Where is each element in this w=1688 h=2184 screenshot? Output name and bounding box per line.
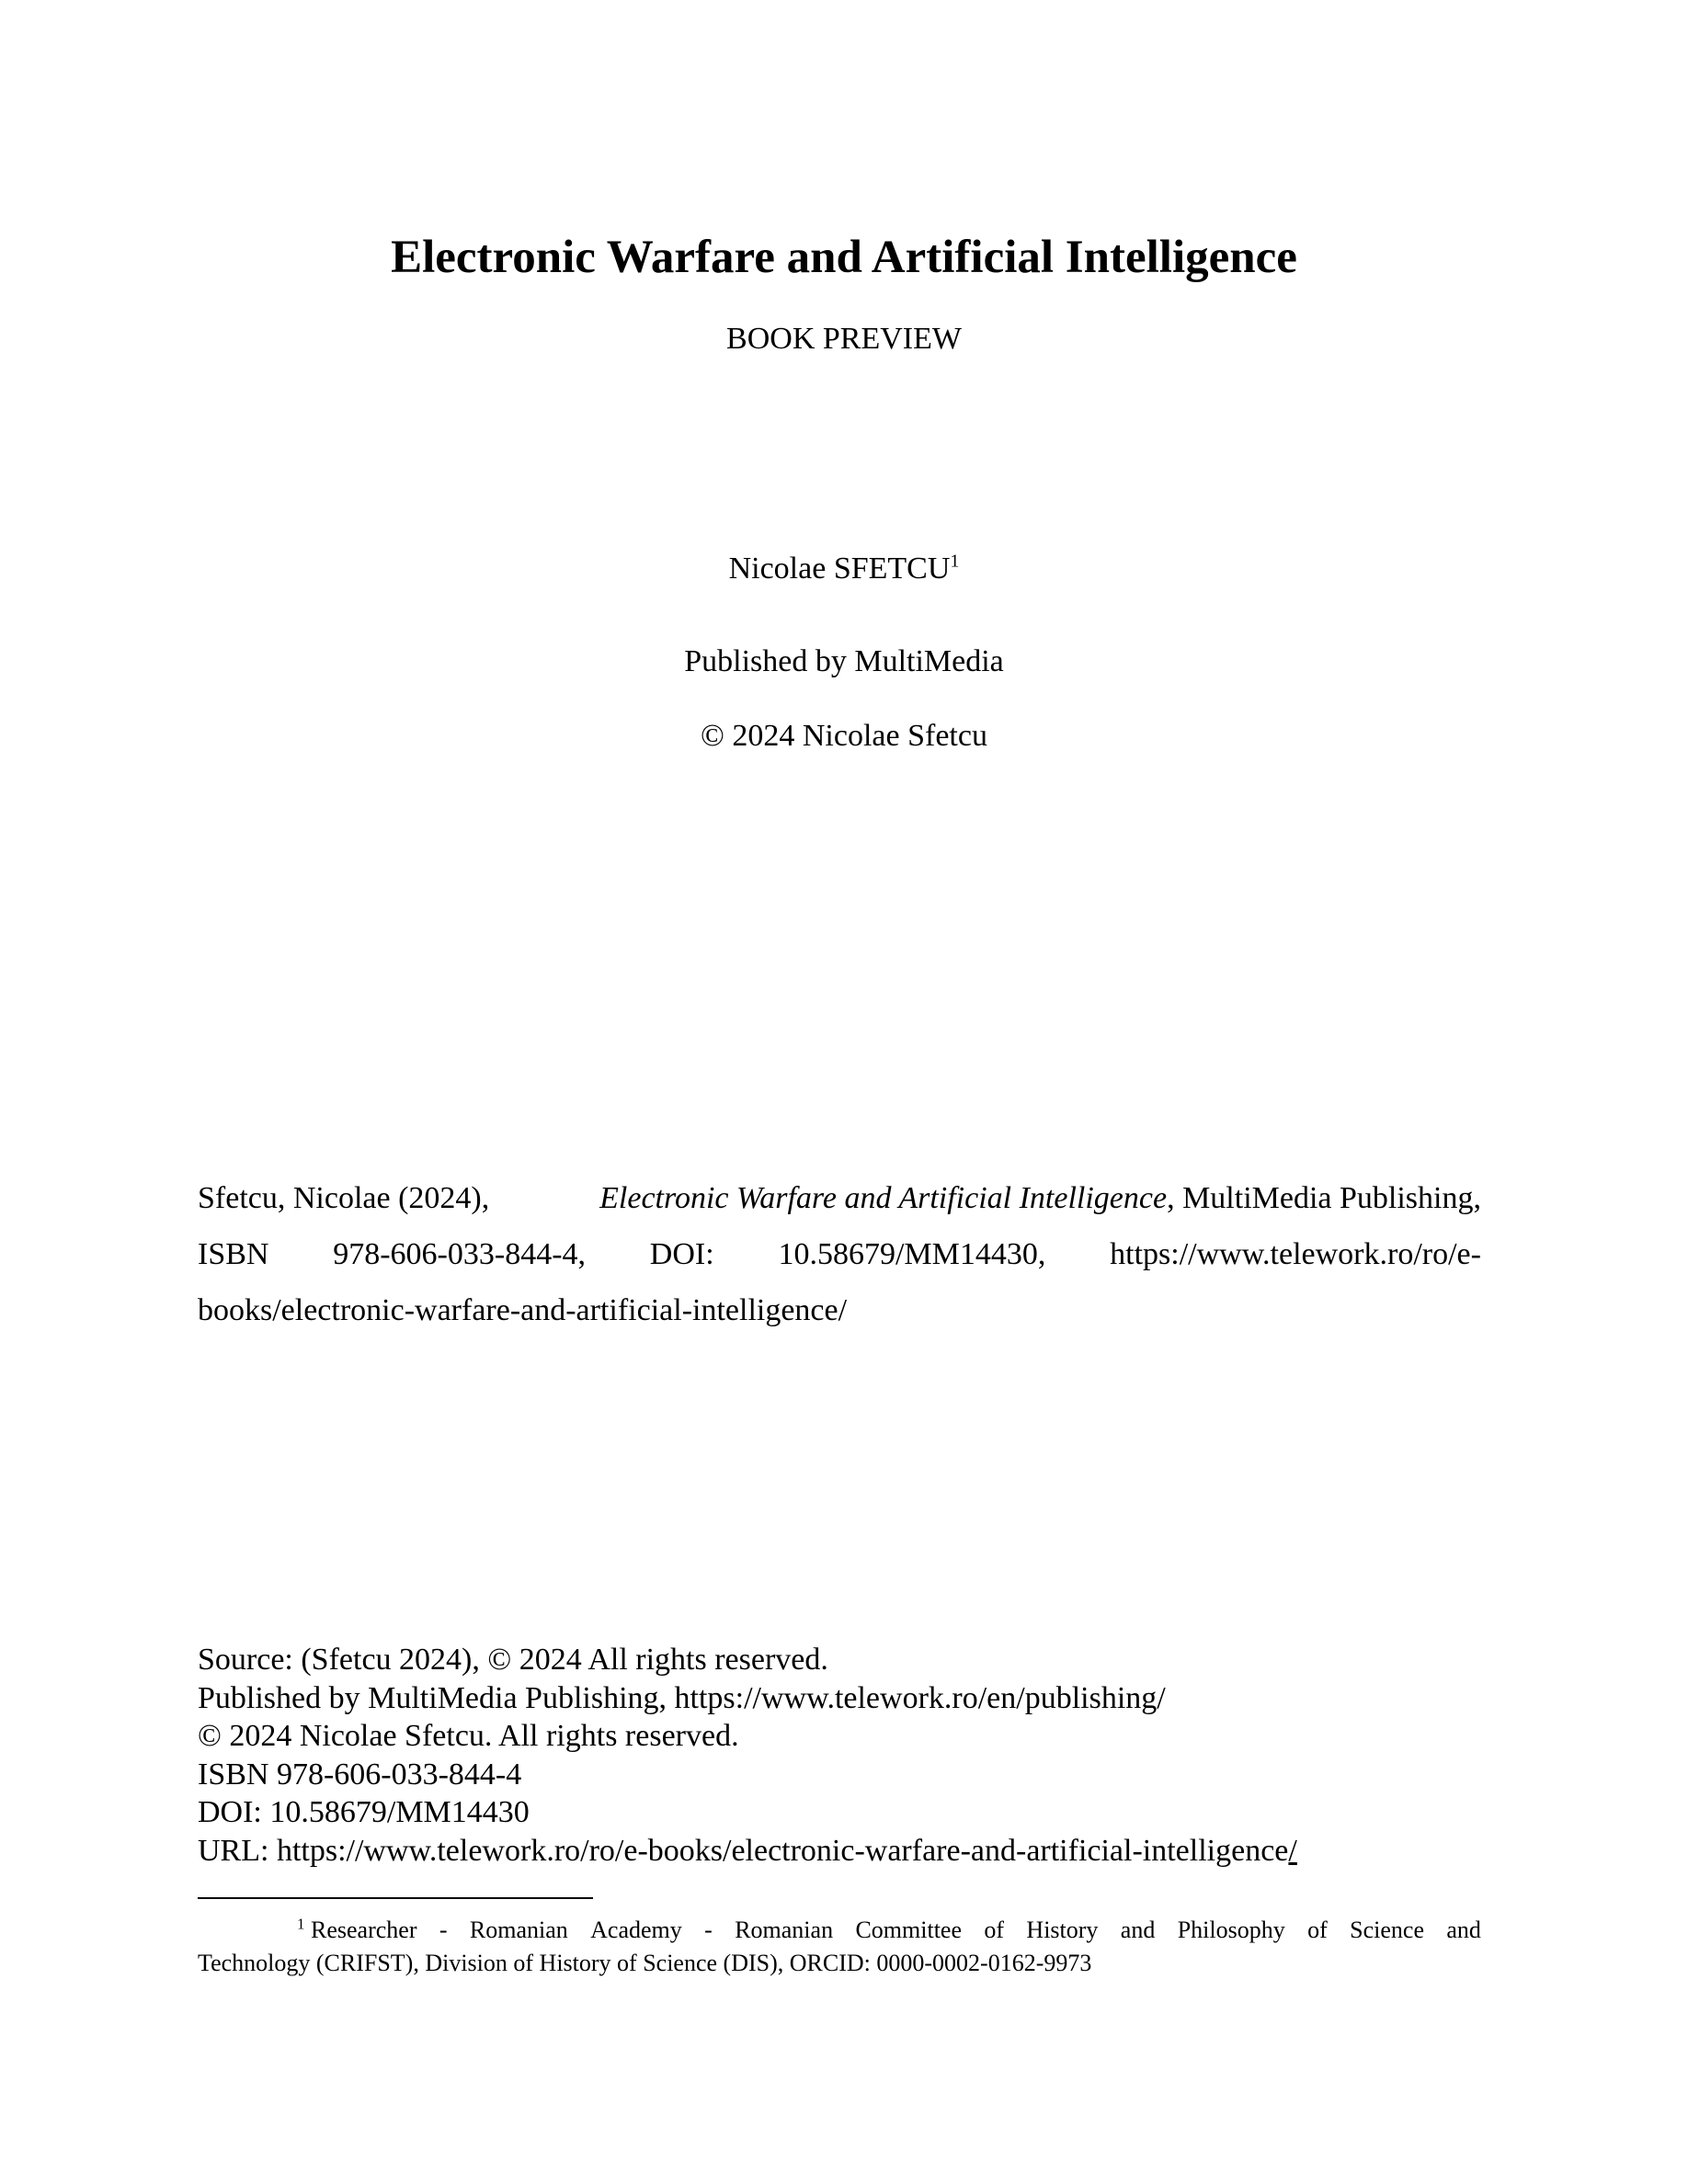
- footnote-word: Romanian: [469, 1917, 568, 1943]
- footnote-separator: [198, 1897, 593, 1899]
- published-by-line[interactable]: Published by MultiMedia Publishing, https://www.telework.ro/en/publishing/: [198, 1680, 1166, 1715]
- footnote: [198, 1914, 1481, 1980]
- footnote-first-word-group: [297, 1914, 416, 1947]
- footnote-mark: 1: [297, 1915, 305, 1933]
- citation-line-2-word: 10.58679/MM14430,: [778, 1237, 1046, 1271]
- footnote-word: Committee: [855, 1917, 962, 1943]
- source-block: [198, 1641, 1531, 1870]
- url-trailing-slash-link[interactable]: /: [1288, 1833, 1297, 1868]
- footnote-word: Academy: [590, 1917, 682, 1943]
- footnote-word: -: [439, 1917, 448, 1943]
- footnote-word: Researcher: [311, 1917, 417, 1943]
- doi-line: DOI: 10.58679/MM14430: [198, 1795, 530, 1829]
- author-name: Nicolae SFETCU: [728, 552, 951, 586]
- citation-author-year: Sfetcu, Nicolae (2024),: [198, 1181, 490, 1215]
- citation-line-1: [198, 1170, 1481, 1226]
- author-footnote-mark[interactable]: 1: [950, 551, 960, 572]
- url-text[interactable]: URL: https://www.telework.ro/ro/e-books/electronic-warfare-and-artificial-intelligence: [198, 1833, 1289, 1868]
- citation-line-2-word: 978-606-033-844-4,: [333, 1237, 587, 1271]
- citation-paragraph: [198, 1170, 1481, 1338]
- footnote-line-1: [198, 1914, 1481, 1947]
- isbn-line: ISBN 978-606-033-844-4: [198, 1757, 522, 1792]
- book-subtitle: BOOK PREVIEW: [726, 322, 962, 356]
- footnote-word: of: [1307, 1917, 1328, 1943]
- footnote-word: and: [1446, 1917, 1481, 1943]
- citation-book-title: Electronic Warfare and Artificial Intelligence: [599, 1181, 1168, 1215]
- citation-line-3[interactable]: books/electronic-warfare-and-artificial-intelligence/: [198, 1293, 848, 1327]
- citation-publisher: , MultiMedia Publishing,: [1167, 1181, 1481, 1215]
- copyright-line: © 2024 Nicolae Sfetcu: [701, 719, 987, 753]
- citation-title-group: [599, 1170, 1481, 1226]
- rights-line: © 2024 Nicolae Sfetcu. All rights reserved.: [198, 1719, 739, 1753]
- citation-line-2-word: ISBN: [198, 1237, 269, 1271]
- footnote-word: Philosophy: [1177, 1917, 1285, 1943]
- book-title: Electronic Warfare and Artificial Intelligence: [391, 232, 1297, 283]
- publisher-line: Published by MultiMedia: [684, 644, 1004, 678]
- footnote-word: of: [984, 1917, 1005, 1943]
- citation-line-2-word: DOI:: [649, 1237, 714, 1271]
- footnote-word: Science: [1350, 1917, 1425, 1943]
- footnote-line-2: Technology (CRIFST), Division of History of Science (DIS), ORCID: 0000-0002-0162-9973: [198, 1950, 1092, 1976]
- source-line: Source: (Sfetcu 2024), © 2024 All rights reserved.: [198, 1643, 828, 1677]
- footnote-word: Romanian: [735, 1917, 834, 1943]
- author-line: [0, 551, 1688, 587]
- footnote-word: -: [704, 1917, 713, 1943]
- url-line[interactable]: [198, 1832, 1531, 1871]
- citation-line-2-word[interactable]: https://www.telework.ro/ro/e-: [1110, 1237, 1481, 1271]
- citation-line-2: [198, 1226, 1481, 1282]
- footnote-word: History: [1026, 1917, 1099, 1943]
- footnote-word: and: [1120, 1917, 1156, 1943]
